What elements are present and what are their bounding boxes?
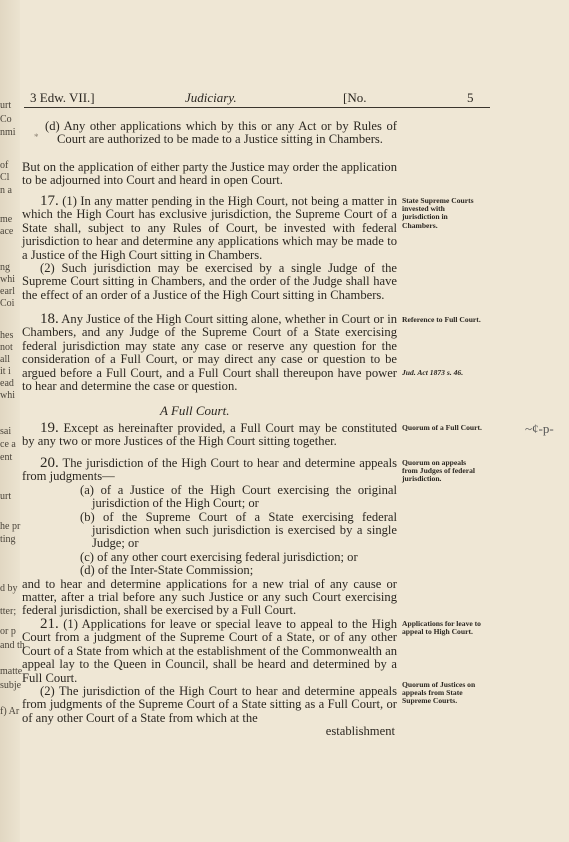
gutter-fragment: Cl: [0, 172, 10, 183]
gutter-fragment: n a: [0, 185, 12, 196]
gutter-fragment: urt: [0, 491, 12, 502]
gutter-fragment: all: [0, 354, 10, 365]
gutter-fragment: not: [0, 342, 13, 353]
item-d: (d) of the Inter-State Commission;: [80, 563, 254, 578]
gutter-fragment: ce a: [0, 439, 16, 450]
gutter-fragment: it i: [0, 366, 11, 377]
gutter-fragment: matte: [0, 666, 23, 677]
margin-note-21: Applications for leave to appeal to High Court.: [402, 619, 481, 637]
gutter-fragment: hes: [0, 330, 14, 341]
page-header: [30, 90, 514, 106]
item-c: (c) of any other court exercising federal jurisdiction; or: [80, 549, 358, 564]
header-regnal: 3 Edw. VII.]: [30, 90, 95, 105]
page-number: 5: [467, 90, 474, 105]
gutter-fragment: ent: [0, 452, 13, 463]
section-20: 20. The jurisdiction of the High Court to hear and determine appeals from judgments— (a) of a Justice of the High Court exercising the original jurisdiction of the High Court; or (b) of the Supreme Court of a State exercising federal jurisdiction when such jurisdiction is exercised by a single Judge; or (c) of any other court exercising federal jurisdiction; or (d) of the Inter-State Commission; and to hear and determine applications for a new trial of any cause or matter, after a trial before any such Justice or any such Court exercising federal jurisdiction, shall be exercised by a Full Court.: [22, 455, 397, 618]
gutter-fragment: d by: [0, 583, 18, 594]
section-number: 18.: [40, 311, 59, 327]
print-mark: *: [34, 132, 39, 142]
gutter-fragment: urt: [0, 100, 12, 111]
gutter-fragment: tter;: [0, 606, 17, 617]
gutter-fragment: he pr: [0, 521, 21, 532]
gutter-fragment: subje: [0, 680, 22, 691]
header-rule: [24, 107, 490, 108]
gutter-fragment: ng: [0, 262, 10, 273]
margin-note-18: Reference to Full Court.: [402, 315, 481, 324]
gutter-fragment: nmi: [0, 127, 16, 138]
margin-note-19: Quorum of a Full Court.: [402, 423, 482, 432]
gutter-fragment: sai: [0, 426, 12, 437]
section-19: 19. Except as hereinafter provided, a Full Court may be constituted by any two or more Justices of the High Court sitting together.: [22, 420, 397, 449]
margin-note-17: State Supreme Courts invested with jurisdiction in Chambers.: [402, 196, 474, 230]
paragraph-d: (d) Any other applications which by this or any Act or by Rules of Court are authorized to be made to a Justice sitting in Chambers.: [45, 119, 397, 147]
item-b: (b) of the Supreme Court of a State exercising federal jurisdiction when such jurisdiction is exercised by a single Judge; or: [80, 509, 397, 551]
gutter-fragment: whi: [0, 390, 15, 401]
gutter-fragment: ace: [0, 226, 14, 237]
margin-note-21-2: Quorum of Justices on appeals from State Supreme Courts.: [402, 680, 476, 706]
section-number: 17.: [40, 193, 59, 209]
margin-note-18-ref: Jud. Act 1873 s. 46.: [402, 368, 464, 377]
gutter-fragment: Coi: [0, 298, 15, 309]
gutter-fragment: Co: [0, 114, 12, 125]
paragraph-adjourn: But on the application of either party the Justice may order the application to be adjourned into Court and heard in open Court.: [22, 160, 397, 188]
gutter-fragment: or p: [0, 626, 16, 637]
margin-note-20: Quorum on appeals from Judges of federal jurisdiction.: [402, 458, 476, 484]
section-21: 21. (1) Applications for leave or special leave to appeal to the High Court from a judgment of the Supreme Court of a State, or of any other Court of a State from which at the establishment of the Commonwealth an appeal lay to the Queen in Council, shall be heard and determined by a Full Court. (2) The jurisdiction of the High Court to hear and determine appeals from judgments of the Supreme Court of a State sitting as a Full Court, or of any other Court of a State from which at the establishment: [22, 616, 397, 739]
section-17: 17. (1) In any matter pending in the High Court, not being a matter in which the High Court has exclusive jurisdiction, the Supreme Court of a State shall, subject to any Rules of Court, be invested with federal jurisdiction to hear and determine any applications which may be made to a Justice of the High Court sitting in Chambers. (2) Such jurisdiction may be exercised by a single Judge of the Supreme Court sitting in Chambers, and the order of the Judge shall have the effect of an order of a Justice of the High Court sitting in Chambers.: [22, 193, 397, 302]
handwritten-mark: ~¢-p-: [525, 421, 554, 436]
gutter-fragment: ting: [0, 534, 16, 545]
gutter-fragment: whi: [0, 274, 15, 285]
gutter-fragment: earl: [0, 286, 15, 297]
section-number: 21.: [40, 616, 59, 632]
section-number: 19.: [40, 420, 59, 436]
gutter-fragment: and th: [0, 640, 25, 651]
gutter-fragment: ead: [0, 378, 14, 389]
gutter-fragment: f) Ar: [0, 706, 20, 717]
item-a: (a) of a Justice of the High Court exercising the original jurisdiction of the High Court; or: [80, 482, 397, 511]
header-number: [No.: [343, 90, 367, 105]
section-18: 18. Any Justice of the High Court sitting alone, whether in Court or in Chambers, and any Judge of the Supreme Court of a State exercising federal jurisdiction may state any case or reserve any question for the consideration of a Full Court, or may direct any case or question to be argued before a Full Court, and a Full Court shall thereupon have power to hear and determine the case or question.: [22, 311, 397, 394]
gutter-fragment: me: [0, 214, 13, 225]
section-heading: A Full Court.: [160, 403, 230, 418]
gutter-fragment: of: [0, 160, 9, 171]
section-number: 20.: [40, 455, 59, 471]
header-title: Judiciary.: [185, 90, 237, 105]
